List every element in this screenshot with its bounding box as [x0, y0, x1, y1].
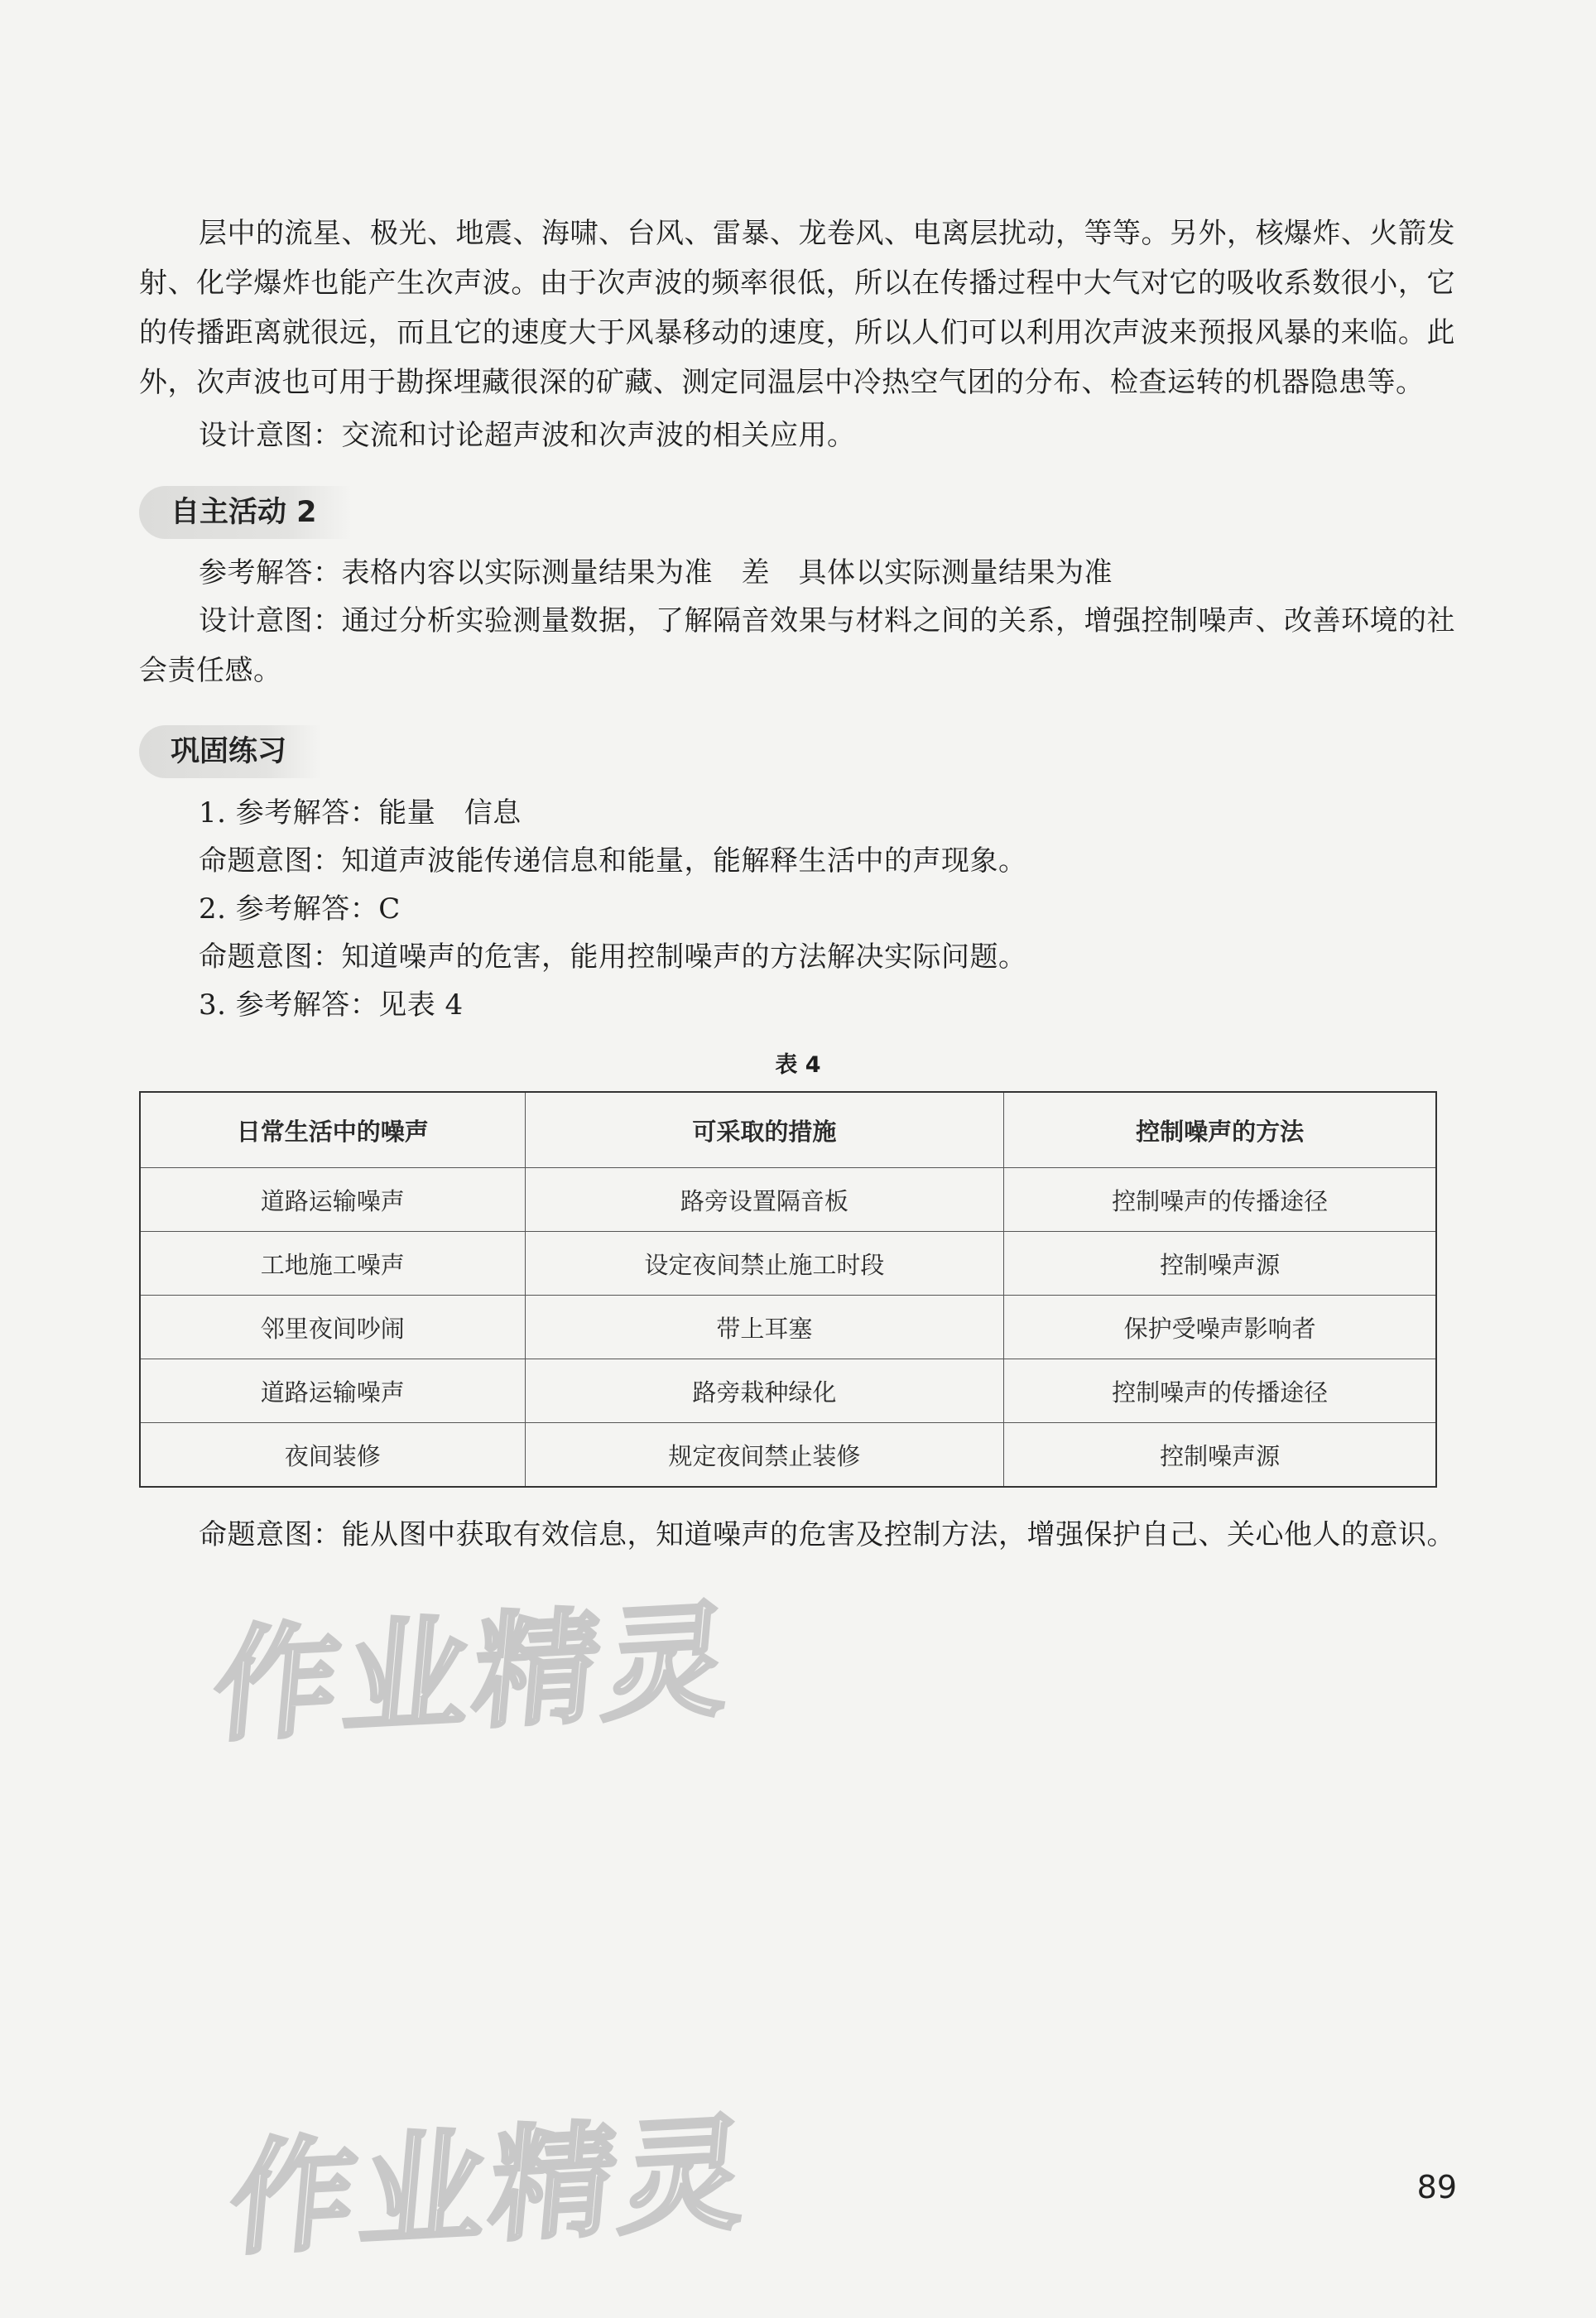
- intro-paragraph: 层中的流星、极光、地震、海啸、台风、雷暴、龙卷风、电离层扰动，等等。另外，核爆炸、火箭发射、化学爆炸也能产生次声波。由于次声波的频率很低，所以在传播过程中大气对它的吸收系数很小，它的传播距离就很远，而且它的速度大于风暴移动的速度，所以人们可以利用次声波来预报风暴的来临。此外，次声波也可用于勘探埋藏很深的矿藏、测定同温层中冷热空气团的分布、检查运转的机器隐患等。: [139, 217, 1455, 399]
- q1-answer: 1. 参考解答：能量 信息: [199, 796, 522, 830]
- table-cell: 邻里夜间吵闹: [140, 1296, 525, 1359]
- q1-intent: 命题意图：知道声波能传递信息和能量，能解释生活中的声现象。: [199, 844, 1027, 878]
- table-header: 可采取的措施: [525, 1092, 1004, 1168]
- table-cell: 夜间装修: [140, 1423, 525, 1488]
- page-number: 89: [1416, 2169, 1457, 2205]
- table-cell: 设定夜间禁止施工时段: [525, 1232, 1004, 1296]
- table-cell: 道路运输噪声: [140, 1359, 525, 1423]
- q3-answer: 3. 参考解答：见表 4: [199, 988, 464, 1022]
- table-cell: 控制噪声的传播途径: [1004, 1168, 1436, 1232]
- table-row: [140, 1168, 1436, 1232]
- table-header-row: [140, 1092, 1436, 1168]
- table-header: 日常生活中的噪声: [140, 1092, 525, 1168]
- activity2-design-intent: 设计意图：通过分析实验测量数据，了解隔音效果与材料之间的关系，增强控制噪声、改善环境的社会责任感。: [139, 604, 1455, 687]
- table-cell: 道路运输噪声: [140, 1168, 525, 1232]
- table-cell: 工地施工噪声: [140, 1232, 525, 1296]
- activity2-heading: 自主活动 2: [139, 486, 352, 539]
- table-row: [140, 1359, 1436, 1423]
- activity2-answer: 参考解答：表格内容以实际测量结果为准 差 具体以实际测量结果为准: [199, 556, 1113, 589]
- noise-table: [139, 1091, 1437, 1488]
- table-cell: 带上耳塞: [525, 1296, 1004, 1359]
- table-cell: 保护受噪声影响者: [1004, 1296, 1436, 1359]
- q2-intent: 命题意图：知道噪声的危害，能用控制噪声的方法解决实际问题。: [199, 940, 1027, 974]
- table-row: [140, 1296, 1436, 1359]
- table-row: [140, 1423, 1436, 1488]
- watermark-top: 作业精灵: [208, 1588, 741, 1760]
- intro-design-intent: 设计意图：交流和讨论超声波和次声波的相关应用。: [199, 419, 856, 452]
- table-cell: 路旁栽种绿化: [525, 1359, 1004, 1423]
- q2-answer: 2. 参考解答：C: [199, 892, 401, 926]
- table-header: 控制噪声的方法: [1004, 1092, 1436, 1168]
- table-caption: 表 4: [775, 1052, 821, 1078]
- table-cell: 规定夜间禁止装修: [525, 1423, 1004, 1488]
- table-cell: 路旁设置隔音板: [525, 1168, 1004, 1232]
- q3-intent: 命题意图：能从图中获取有效信息，知道噪声的危害及控制方法，增强保护自己、关心他人的意识。: [199, 1518, 1455, 1551]
- table-cell: 控制噪声的传播途径: [1004, 1359, 1436, 1423]
- table-cell: 控制噪声源: [1004, 1423, 1436, 1488]
- watermark-bottom: 作业精灵: [224, 2101, 757, 2273]
- table-cell: 控制噪声源: [1004, 1232, 1436, 1296]
- exercises-heading: 巩固练习: [139, 725, 321, 778]
- table-row: [140, 1232, 1436, 1296]
